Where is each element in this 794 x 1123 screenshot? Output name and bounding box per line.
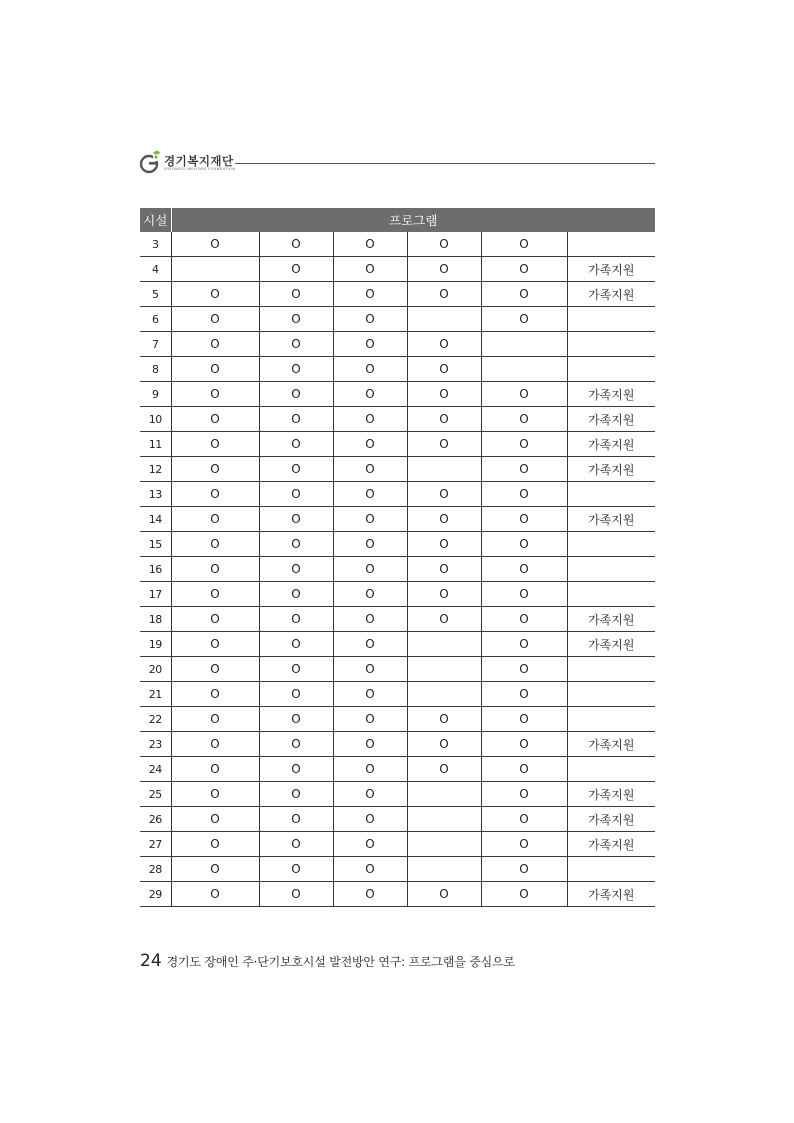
- program-mark-cell: O: [481, 682, 567, 707]
- program-mark-cell: O: [333, 507, 407, 532]
- table-row: [140, 582, 655, 607]
- facility-number: 8: [140, 357, 171, 382]
- program-mark-cell: O: [481, 457, 567, 482]
- program-mark-cell: O: [259, 232, 333, 257]
- program-mark-cell: O: [171, 457, 259, 482]
- program-mark-cell: O: [481, 582, 567, 607]
- foundation-logo-icon: [139, 150, 161, 174]
- facility-number: 7: [140, 332, 171, 357]
- table-row: [140, 307, 655, 332]
- page-footer: [140, 951, 515, 971]
- program-mark-cell: O: [407, 357, 481, 382]
- program-mark-cell: O: [259, 532, 333, 557]
- program-mark-cell: [407, 832, 481, 857]
- program-mark-cell: [407, 632, 481, 657]
- program-mark-cell: O: [333, 707, 407, 732]
- program-mark-cell: O: [407, 757, 481, 782]
- program-mark-cell: O: [333, 357, 407, 382]
- table-row: [140, 407, 655, 432]
- program-mark-cell: O: [171, 307, 259, 332]
- program-mark-cell: O: [333, 432, 407, 457]
- program-mark-cell: [407, 857, 481, 882]
- table-header-row: [140, 208, 655, 232]
- table-row: [140, 632, 655, 657]
- program-mark-cell: O: [407, 507, 481, 532]
- program-mark-cell: O: [171, 682, 259, 707]
- facility-number: 14: [140, 507, 171, 532]
- program-mark-cell: O: [333, 657, 407, 682]
- program-note-cell: 가족지원: [567, 782, 655, 807]
- program-mark-cell: O: [407, 232, 481, 257]
- program-mark-cell: O: [333, 882, 407, 907]
- facility-number: 23: [140, 732, 171, 757]
- table-row: [140, 382, 655, 407]
- program-mark-cell: O: [259, 357, 333, 382]
- program-mark-cell: O: [407, 407, 481, 432]
- foundation-name: 경기복지재단: [164, 154, 234, 168]
- program-mark-cell: O: [481, 507, 567, 532]
- program-mark-cell: O: [171, 732, 259, 757]
- program-mark-cell: O: [259, 857, 333, 882]
- program-mark-cell: O: [407, 532, 481, 557]
- program-mark-cell: O: [481, 482, 567, 507]
- facility-number: 12: [140, 457, 171, 482]
- program-mark-cell: O: [333, 257, 407, 282]
- table-row: [140, 757, 655, 782]
- program-mark-cell: O: [333, 557, 407, 582]
- program-mark-cell: O: [171, 557, 259, 582]
- program-mark-cell: O: [481, 382, 567, 407]
- program-note-cell: [567, 332, 655, 357]
- program-mark-cell: O: [407, 557, 481, 582]
- program-mark-cell: O: [407, 332, 481, 357]
- program-mark-cell: [407, 307, 481, 332]
- table-row: [140, 707, 655, 732]
- program-mark-cell: O: [333, 532, 407, 557]
- table-row: [140, 507, 655, 532]
- program-mark-cell: O: [259, 757, 333, 782]
- program-mark-cell: O: [333, 857, 407, 882]
- table-row: [140, 732, 655, 757]
- program-note-cell: 가족지원: [567, 257, 655, 282]
- program-mark-cell: O: [481, 657, 567, 682]
- facility-number: 4: [140, 257, 171, 282]
- program-mark-cell: O: [333, 582, 407, 607]
- program-mark-cell: O: [171, 757, 259, 782]
- program-note-cell: [567, 757, 655, 782]
- table-row: [140, 857, 655, 882]
- program-note-cell: 가족지원: [567, 832, 655, 857]
- facility-number: 25: [140, 782, 171, 807]
- program-note-cell: 가족지원: [567, 432, 655, 457]
- program-mark-cell: O: [407, 732, 481, 757]
- program-mark-cell: O: [481, 607, 567, 632]
- table-row: [140, 232, 655, 257]
- program-mark-cell: [407, 657, 481, 682]
- program-note-cell: [567, 482, 655, 507]
- program-mark-cell: O: [171, 882, 259, 907]
- program-mark-cell: O: [171, 357, 259, 382]
- table-row: [140, 682, 655, 707]
- program-mark-cell: O: [481, 257, 567, 282]
- program-mark-cell: O: [259, 882, 333, 907]
- program-note-cell: 가족지원: [567, 732, 655, 757]
- program-mark-cell: O: [481, 432, 567, 457]
- facility-number: 22: [140, 707, 171, 732]
- program-mark-cell: O: [171, 857, 259, 882]
- table-row: [140, 257, 655, 282]
- program-mark-cell: O: [481, 407, 567, 432]
- program-mark-cell: O: [333, 782, 407, 807]
- program-mark-cell: O: [333, 682, 407, 707]
- program-mark-cell: O: [481, 757, 567, 782]
- facility-number: 6: [140, 307, 171, 332]
- facility-number: 9: [140, 382, 171, 407]
- table-row: [140, 782, 655, 807]
- program-mark-cell: O: [481, 732, 567, 757]
- program-mark-cell: [407, 457, 481, 482]
- program-mark-cell: O: [333, 332, 407, 357]
- facility-number: 19: [140, 632, 171, 657]
- page-header: [139, 150, 655, 176]
- table-row: [140, 807, 655, 832]
- program-mark-cell: O: [259, 457, 333, 482]
- program-mark-cell: O: [259, 382, 333, 407]
- facility-number: 16: [140, 557, 171, 582]
- program-mark-cell: O: [171, 632, 259, 657]
- table-row: [140, 557, 655, 582]
- table-row: [140, 882, 655, 907]
- program-mark-cell: O: [171, 657, 259, 682]
- facility-number: 28: [140, 857, 171, 882]
- facility-number: 27: [140, 832, 171, 857]
- program-note-cell: 가족지원: [567, 282, 655, 307]
- table-row: [140, 532, 655, 557]
- facility-number: 3: [140, 232, 171, 257]
- program-mark-cell: O: [171, 232, 259, 257]
- program-note-cell: [567, 657, 655, 682]
- program-note-cell: [567, 307, 655, 332]
- program-mark-cell: O: [333, 282, 407, 307]
- facility-number: 15: [140, 532, 171, 557]
- program-note-cell: [567, 557, 655, 582]
- program-mark-cell: O: [333, 482, 407, 507]
- facility-number: 10: [140, 407, 171, 432]
- program-mark-cell: O: [481, 807, 567, 832]
- program-mark-cell: O: [171, 807, 259, 832]
- program-mark-cell: O: [171, 407, 259, 432]
- page-number: 24: [140, 951, 162, 971]
- program-mark-cell: O: [407, 482, 481, 507]
- facility-number: 5: [140, 282, 171, 307]
- table-row: [140, 282, 655, 307]
- program-mark-cell: O: [259, 282, 333, 307]
- program-mark-cell: O: [259, 557, 333, 582]
- program-mark-cell: O: [407, 707, 481, 732]
- program-mark-cell: O: [259, 582, 333, 607]
- program-mark-cell: O: [171, 532, 259, 557]
- program-mark-cell: O: [333, 307, 407, 332]
- program-mark-cell: O: [171, 432, 259, 457]
- program-mark-cell: O: [259, 482, 333, 507]
- program-mark-cell: O: [259, 732, 333, 757]
- column-header-facility: 시설: [140, 208, 171, 232]
- table-row: [140, 832, 655, 857]
- program-mark-cell: O: [407, 582, 481, 607]
- facility-number: 20: [140, 657, 171, 682]
- table-row: [140, 432, 655, 457]
- program-mark-cell: O: [481, 232, 567, 257]
- program-mark-cell: O: [333, 632, 407, 657]
- program-mark-cell: O: [333, 382, 407, 407]
- facility-number: 18: [140, 607, 171, 632]
- table-row: [140, 482, 655, 507]
- program-mark-cell: O: [259, 307, 333, 332]
- program-mark-cell: O: [481, 557, 567, 582]
- program-note-cell: [567, 682, 655, 707]
- program-note-cell: [567, 232, 655, 257]
- table-row: [140, 657, 655, 682]
- program-mark-cell: O: [259, 432, 333, 457]
- program-note-cell: [567, 532, 655, 557]
- table-row: [140, 607, 655, 632]
- program-mark-cell: O: [171, 582, 259, 607]
- facility-number: 11: [140, 432, 171, 457]
- facility-program-table: [140, 208, 655, 907]
- program-mark-cell: O: [407, 607, 481, 632]
- program-note-cell: [567, 582, 655, 607]
- program-mark-cell: O: [171, 832, 259, 857]
- program-mark-cell: O: [333, 232, 407, 257]
- program-mark-cell: O: [259, 632, 333, 657]
- table-row: [140, 457, 655, 482]
- facility-number: 21: [140, 682, 171, 707]
- program-mark-cell: O: [259, 807, 333, 832]
- facility-number: 26: [140, 807, 171, 832]
- program-mark-cell: O: [171, 507, 259, 532]
- program-mark-cell: O: [333, 732, 407, 757]
- table-body: [140, 232, 655, 907]
- header-divider: [235, 163, 655, 164]
- program-note-cell: [567, 857, 655, 882]
- program-note-cell: 가족지원: [567, 632, 655, 657]
- running-title: 경기도 장애인 주·단기보호시설 발전방안 연구: 프로그램을 중심으로: [166, 955, 515, 969]
- program-mark-cell: O: [481, 782, 567, 807]
- program-mark-cell: [481, 357, 567, 382]
- program-mark-cell: [407, 682, 481, 707]
- program-mark-cell: O: [333, 832, 407, 857]
- program-mark-cell: O: [259, 332, 333, 357]
- column-header-program: 프로그램: [171, 208, 655, 232]
- program-mark-cell: O: [259, 782, 333, 807]
- program-mark-cell: O: [259, 657, 333, 682]
- program-note-cell: 가족지원: [567, 607, 655, 632]
- program-mark-cell: [407, 807, 481, 832]
- program-mark-cell: O: [171, 482, 259, 507]
- program-mark-cell: O: [407, 432, 481, 457]
- program-note-cell: 가족지원: [567, 807, 655, 832]
- program-mark-cell: O: [171, 382, 259, 407]
- program-mark-cell: O: [481, 832, 567, 857]
- program-mark-cell: O: [407, 882, 481, 907]
- program-mark-cell: O: [333, 607, 407, 632]
- program-mark-cell: [481, 332, 567, 357]
- program-mark-cell: O: [259, 832, 333, 857]
- program-mark-cell: O: [259, 407, 333, 432]
- table-row: [140, 332, 655, 357]
- facility-number: 24: [140, 757, 171, 782]
- program-mark-cell: O: [171, 782, 259, 807]
- program-note-cell: 가족지원: [567, 457, 655, 482]
- program-mark-cell: O: [481, 882, 567, 907]
- program-mark-cell: O: [171, 607, 259, 632]
- program-note-cell: 가족지원: [567, 507, 655, 532]
- table-row: [140, 357, 655, 382]
- program-mark-cell: O: [259, 507, 333, 532]
- program-mark-cell: O: [333, 757, 407, 782]
- program-note-cell: 가족지원: [567, 882, 655, 907]
- program-mark-cell: [407, 782, 481, 807]
- program-mark-cell: O: [481, 307, 567, 332]
- program-mark-cell: O: [407, 257, 481, 282]
- program-mark-cell: O: [171, 282, 259, 307]
- program-mark-cell: O: [171, 332, 259, 357]
- facility-number: 29: [140, 882, 171, 907]
- program-mark-cell: O: [481, 707, 567, 732]
- facility-number: 17: [140, 582, 171, 607]
- program-mark-cell: O: [333, 457, 407, 482]
- program-mark-cell: O: [333, 807, 407, 832]
- foundation-name-english: GYEONGGI WELFARE FOUNDATION: [164, 167, 236, 171]
- program-mark-cell: O: [481, 857, 567, 882]
- program-note-cell: [567, 357, 655, 382]
- program-mark-cell: O: [481, 532, 567, 557]
- program-mark-cell: O: [481, 632, 567, 657]
- program-note-cell: 가족지원: [567, 407, 655, 432]
- program-mark-cell: O: [171, 707, 259, 732]
- program-mark-cell: O: [333, 407, 407, 432]
- program-note-cell: 가족지원: [567, 382, 655, 407]
- program-mark-cell: O: [407, 382, 481, 407]
- program-mark-cell: O: [259, 707, 333, 732]
- program-mark-cell: O: [259, 682, 333, 707]
- program-mark-cell: [171, 257, 259, 282]
- program-mark-cell: O: [481, 282, 567, 307]
- program-mark-cell: O: [259, 607, 333, 632]
- program-mark-cell: O: [259, 257, 333, 282]
- facility-number: 13: [140, 482, 171, 507]
- program-note-cell: [567, 707, 655, 732]
- program-mark-cell: O: [407, 282, 481, 307]
